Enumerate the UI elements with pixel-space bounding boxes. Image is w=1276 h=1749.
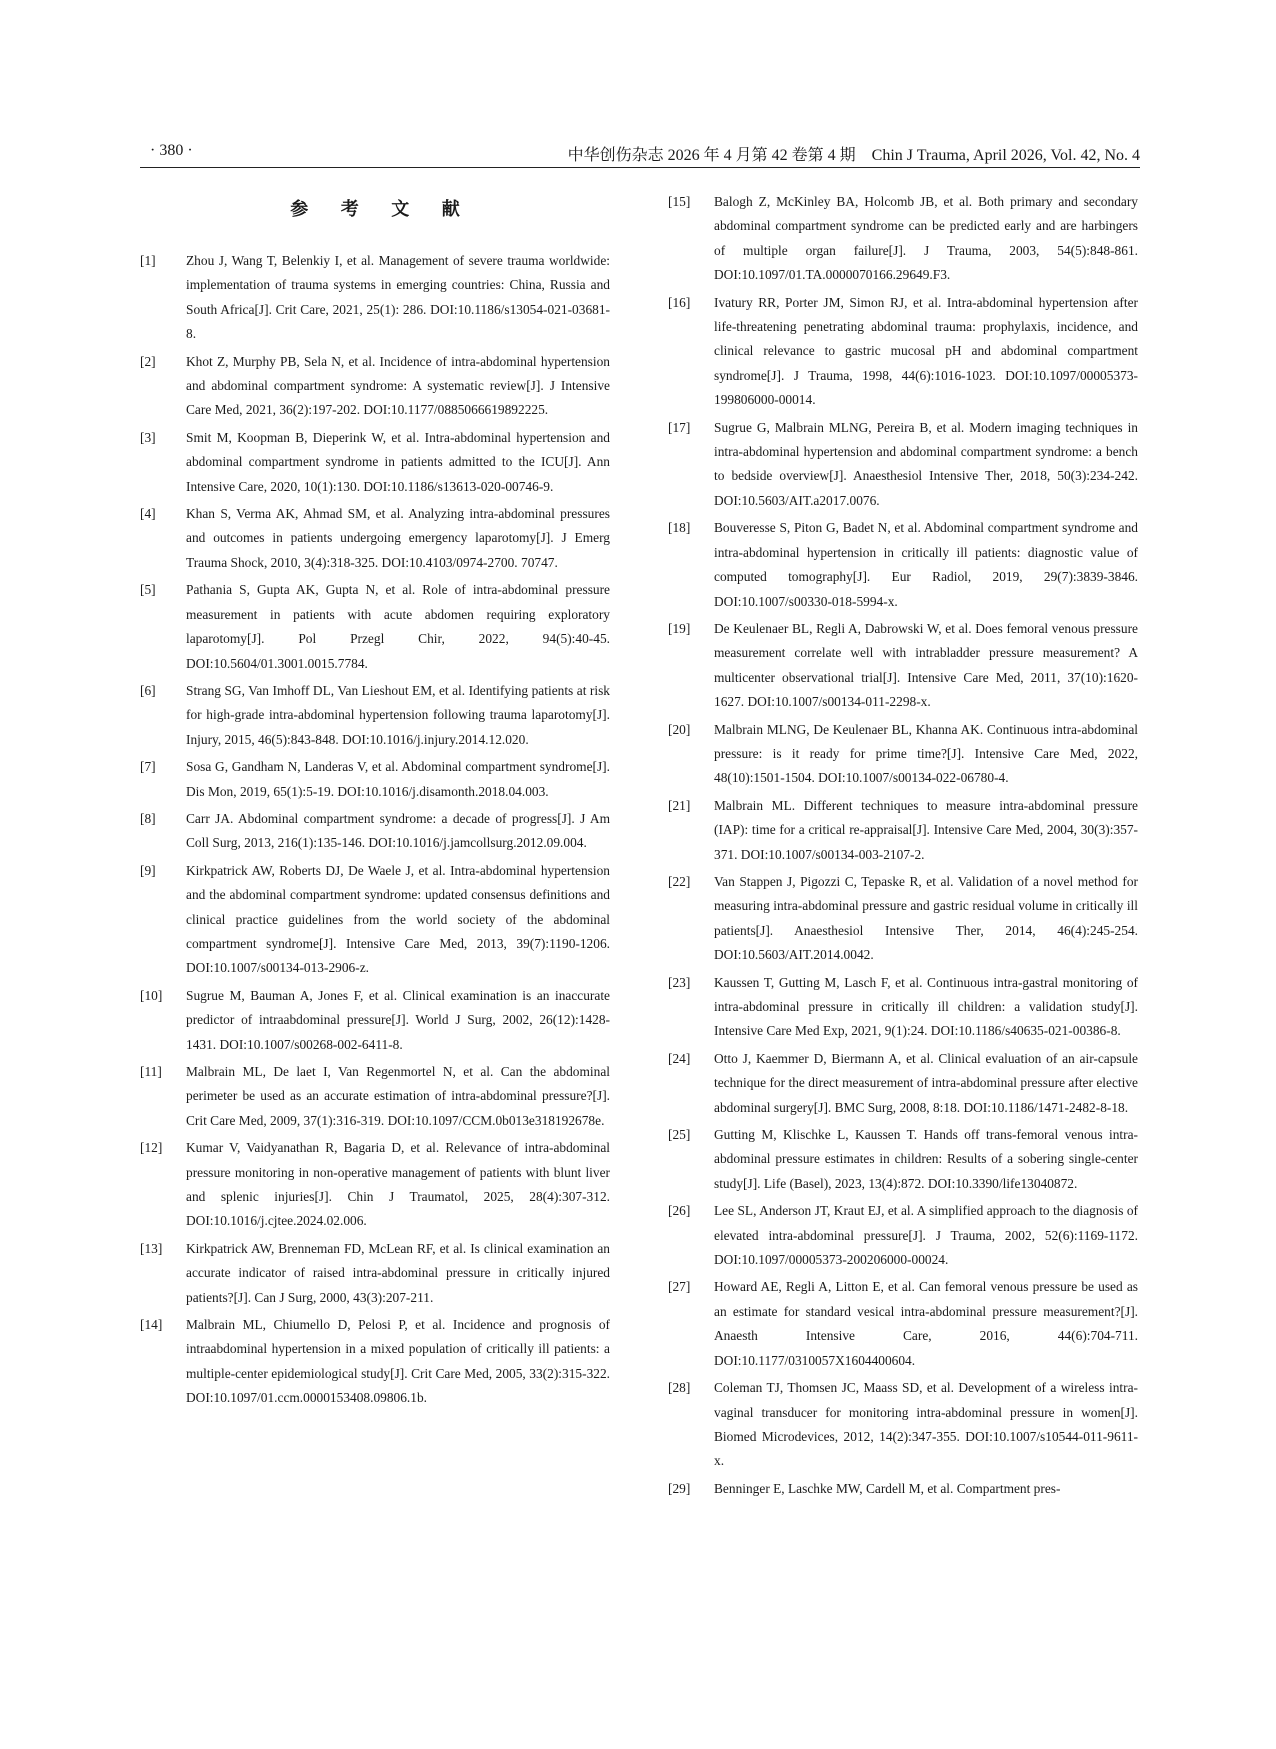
reference-text: Kumar V, Vaidyanathan R, Bagaria D, et al. Relevance of intra-abdominal pressure monitoring in non-operative management of patients with blunt liver and splenic injuries[J]. Chin J Traumatol, 2025, 28(4):307-312. DOI:10.1016/j.cjtee.2024.02.006. — [186, 1140, 610, 1229]
reference-item — [140, 1136, 610, 1234]
reference-item — [668, 718, 1138, 791]
reference-text: Sugrue M, Bauman A, Jones F, et al. Clinical examination is an inaccurate predictor of intraabdominal pressure[J]. World J Surg, 2002, 26(12):1428-1431. DOI:10.1007/s00268-002-6411-8. — [186, 987, 610, 1052]
reference-text: Malbrain ML, Chiumello D, Pelosi P, et al. Incidence and prognosis of intraabdominal hypertension in a mixed population of critically ill patients: a multiple-center epidemiological study[J]. Crit Care Med, 2005, 33(2):315-322. DOI:10.1097/01.ccm.0000153408.09806.1b. — [186, 1317, 610, 1406]
reference-text: De Keulenaer BL, Regli A, Dabrowski W, et al. Does femoral venous pressure measurement correlate well with intrabladder pressure measurement? A multicenter observational trial[J]. Intensive Care Med, 2011, 37(10):1620-1627. DOI:10.1007/s00134-011-2298-x. — [714, 620, 1138, 710]
reference-number: [29] — [668, 1480, 691, 1496]
reference-item — [668, 516, 1138, 614]
reference-number: [26] — [668, 1203, 691, 1219]
page-number: · 380 · — [150, 142, 193, 159]
reference-text: Carr JA. Abdominal compartment syndrome: a decade of progress[J]. J Am Coll Surg, 2013, 216(1):135-146. DOI:10.1016/j.jamcollsurg.2012.09.004. — [186, 810, 610, 851]
reference-text: Kirkpatrick AW, Brenneman FD, McLean RF, et al. Is clinical examination an accurate indicator of raised intra-abdominal pressure in critically injured patients?[J]. Can J Surg, 2000, 43(3):207-211. — [186, 1240, 610, 1305]
page-header — [140, 140, 1140, 168]
reference-item — [668, 1047, 1138, 1120]
reference-number: [16] — [668, 294, 691, 310]
reference-text: Balogh Z, McKinley BA, Holcomb JB, et al. Both primary and secondary abdominal compartment syndrome can be predicted early and are harbingers of multiple organ failure[J]. J Trauma, 2003, 54(5):848-861. DOI:10.1097/01.TA.0000070166.29649.F3. — [714, 194, 1138, 283]
reference-item — [668, 794, 1138, 867]
reference-text: Malbrain MLNG, De Keulenaer BL, Khanna AK. Continuous intra-abdominal pressure: is it ready for prime time?[J]. Intensive Care Med, 2022, 48(10):1501-1504. DOI:10.1007/s00134-022-06780-4. — [714, 721, 1138, 786]
reference-number: [22] — [668, 873, 691, 889]
reference-item — [668, 1376, 1138, 1474]
reference-item — [140, 755, 610, 804]
reference-item — [140, 249, 610, 347]
reference-number: [6] — [140, 682, 156, 698]
reference-text: Otto J, Kaemmer D, Biermann A, et al. Clinical evaluation of an air-capsule technique for the direct measurement of intra-abdominal pressure after elective abdominal surgery[J]. BMC Surg, 2008, 8:18. DOI:10.1186/1471-2482-8-18. — [714, 1050, 1138, 1115]
reference-text: Khan S, Verma AK, Ahmad SM, et al. Analyzing intra-abdominal pressures and outcomes in patients undergoing emergency laparotomy[J]. J Emerg Trauma Shock, 2010, 3(4):318-325. DOI:10.4103/0974-2700. 70747. — [186, 506, 610, 570]
right-column — [668, 190, 1138, 1504]
reference-number: [13] — [140, 1240, 163, 1256]
reference-text: Malbrain ML. Different techniques to measure intra-abdominal pressure (IAP): time for a critical re-appraisal[J]. Intensive Care Med, 2004, 30(3):357-371. DOI:10.1007/s00134-003-2107-2. — [714, 797, 1138, 862]
reference-text: Coleman TJ, Thomsen JC, Maass SD, et al. Development of a wireless intra-vaginal transducer for monitoring intra-abdominal pressure in women[J]. Biomed Microdevices, 2012, 14(2):347-355. DOI:10.1007/s10544-011-9611-x. — [714, 1380, 1138, 1469]
reference-item — [140, 1060, 610, 1133]
reference-item — [140, 350, 610, 423]
reference-number: [25] — [668, 1127, 691, 1143]
reference-number: [11] — [140, 1064, 162, 1079]
reference-number: [1] — [140, 253, 156, 268]
reference-text: Howard AE, Regli A, Litton E, et al. Can femoral venous pressure be used as an estimate for standard vesical intra-abdominal pressure measurement?[J]. Anaesth Intensive Care, 2016, 44(6):704-711. DOI:10.1177/0310057X1604400604. — [714, 1279, 1138, 1368]
journal-info: 中华创伤杂志 2026 年 4 月第 42 卷第 4 期 Chin J Trauma, April 2026, Vol. 42, No. 4 — [567, 147, 1140, 164]
reference-item — [668, 870, 1138, 968]
reference-item — [668, 291, 1138, 413]
reference-item — [668, 971, 1138, 1044]
reference-text: Smit M, Koopman B, Dieperink W, et al. Intra-abdominal hypertension and abdominal compartment syndrome in patients admitted to the ICU[J]. Ann Intensive Care, 2020, 10(1):130. DOI:10.1186/s13613-020-00746-9. — [186, 429, 610, 494]
reference-list-left — [140, 249, 610, 1411]
reference-number: [4] — [140, 506, 156, 522]
reference-item — [140, 1237, 610, 1310]
reference-item — [140, 1313, 610, 1411]
reference-text: Kirkpatrick AW, Roberts DJ, De Waele J, et al. Intra-abdominal hypertension and the abdominal compartment syndrome: updated consensus definitions and clinical practice guidelines from the world society of the abdominal compartment syndrome[J]. Intensive Care Med, 2013, 39(7):1190-1206. DOI:10.1007/s00134-013-2906-z. — [186, 862, 610, 976]
reference-number: [15] — [668, 194, 691, 209]
reference-number: [8] — [140, 810, 156, 826]
reference-text: Sugrue G, Malbrain MLNG, Pereira B, et al. Modern imaging techniques in intra-abdominal hypertension and abdominal compartment syndrome: a bench to bedside overview[J]. Anaesthesiol Intensive Ther, 2018, 50(3):234-242. DOI:10.5603/AIT.a2017.0076. — [714, 419, 1138, 508]
reference-text: Ivatury RR, Porter JM, Simon RJ, et al. Intra-abdominal hypertension after life-threatening penetrating abdominal trauma: prophylaxis, incidence, and clinical relevance to gastric mucosal pH and abdominal compartment syndrome[J]. J Trauma, 1998, 44(6):1016-1023. DOI:10.1097/00005373-199806000-00014. — [714, 294, 1138, 408]
reference-number: [7] — [140, 759, 156, 775]
reference-number: [23] — [668, 974, 691, 990]
reference-list-right — [668, 190, 1138, 1501]
reference-item — [668, 1199, 1138, 1272]
reference-text: Gutting M, Klischke L, Kaussen T. Hands off trans-femoral venous intra-abdominal pressure estimates in children: Results of a sobering single-center study[J]. Life (Basel), 2023, 13(4):872. DOI:10.3390/life13040872. — [714, 1127, 1138, 1191]
reference-item — [140, 807, 610, 856]
reference-item — [140, 679, 610, 752]
reference-number: [5] — [140, 582, 156, 598]
section-title: 参 考 文 献 — [290, 199, 474, 219]
reference-number: [18] — [668, 520, 691, 536]
reference-number: [14] — [140, 1317, 163, 1333]
reference-text: Benninger E, Laschke MW, Cardell M, et al. Compartment pres- — [714, 1480, 1061, 1496]
reference-number: [24] — [668, 1050, 691, 1066]
reference-item — [668, 416, 1138, 514]
reference-text: Bouveresse S, Piton G, Badet N, et al. Abdominal compartment syndrome and intra-abdominal hypertension in critically ill patients: diagnostic value of computed tomography[J]. Eur Radiol, 2019, 29(7):3839-3846. DOI:10.1007/s00330-018-5994-x. — [714, 520, 1138, 609]
reference-text: Malbrain ML, De laet I, Van Regenmortel N, et al. Can the abdominal perimeter be used as an accurate estimation of intra-abdominal pressure?[J]. Crit Care Med, 2009, 37(1):316-319. DOI:10.1097/CCM.0b013e318192678e. — [186, 1064, 610, 1128]
reference-text: Pathania S, Gupta AK, Gupta N, et al. Role of intra-abdominal pressure measurement in patients with acute abdomen requiring exploratory laparotomy[J]. Pol Przegl Chir, 2022, 94(5):40-45. DOI:10.5604/01.3001.0015.7784. — [186, 582, 610, 671]
reference-text: Van Stappen J, Pigozzi C, Tepaske R, et al. Validation of a novel method for measuring intra-abdominal pressure and gastric residual volume in critically ill patients[J]. Anaesthesiol Intensive Ther, 2014, 46(4):245-254. DOI:10.5603/AIT.2014.0042. — [714, 873, 1138, 963]
reference-item — [140, 578, 610, 676]
reference-item — [140, 859, 610, 981]
reference-text: Khot Z, Murphy PB, Sela N, et al. Incidence of intra-abdominal hypertension and abdominal compartment syndrome: A systematic review[J]. J Intensive Care Med, 2021, 36(2):197-202. DOI:10.1177/0885066619892225. — [186, 353, 610, 418]
reference-number: [2] — [140, 353, 156, 369]
reference-text: Lee SL, Anderson JT, Kraut EJ, et al. A simplified approach to the diagnosis of elevated intra-abdominal pressure[J]. J Trauma, 2002, 52(6):1169-1172. DOI:10.1097/00005373-200206000-00024. — [714, 1203, 1138, 1268]
reference-item — [668, 1275, 1138, 1373]
reference-number: [21] — [668, 797, 691, 813]
reference-number: [27] — [668, 1279, 691, 1295]
reference-item — [668, 190, 1138, 288]
reference-item — [140, 426, 610, 499]
reference-item — [140, 984, 610, 1057]
reference-item — [140, 502, 610, 575]
reference-item — [668, 1123, 1138, 1196]
reference-number: [28] — [668, 1380, 691, 1396]
reference-text: Strang SG, Van Imhoff DL, Van Lieshout EM, et al. Identifying patients at risk for high-grade intra-abdominal hypertension following trauma laparotomy[J]. Injury, 2015, 46(5):843-848. DOI:10.1016/j.injury.2014.12.020. — [186, 682, 610, 747]
reference-number: [19] — [668, 620, 691, 636]
left-column — [140, 190, 610, 1414]
reference-number: [9] — [140, 862, 156, 878]
reference-number: [12] — [140, 1140, 163, 1156]
reference-text: Kaussen T, Gutting M, Lasch F, et al. Continuous intra-gastral monitoring of intra-abdominal pressure in critically ill children: a validation study[J]. Intensive Care Med Exp, 2021, 9(1):24. DOI:10.1186/s40635-021-00386-8. — [714, 974, 1138, 1039]
reference-number: [10] — [140, 987, 163, 1003]
reference-text: Sosa G, Gandham N, Landeras V, et al. Abdominal compartment syndrome[J]. Dis Mon, 2019, 65(1):5-19. DOI:10.1016/j.disamonth.2018.04.003. — [186, 759, 610, 799]
reference-number: [3] — [140, 429, 156, 445]
reference-item — [668, 617, 1138, 715]
reference-text: Zhou J, Wang T, Belenkiy I, et al. Management of severe trauma worldwide: implementation of trauma systems in emerging countries: China, Russia and South Africa[J]. Crit Care, 2021, 25(1): 286. DOI:10.1186/s13054-021-03681-8. — [186, 253, 610, 342]
reference-number: [20] — [668, 721, 691, 737]
reference-number: [17] — [668, 419, 691, 435]
reference-item — [668, 1477, 1138, 1501]
